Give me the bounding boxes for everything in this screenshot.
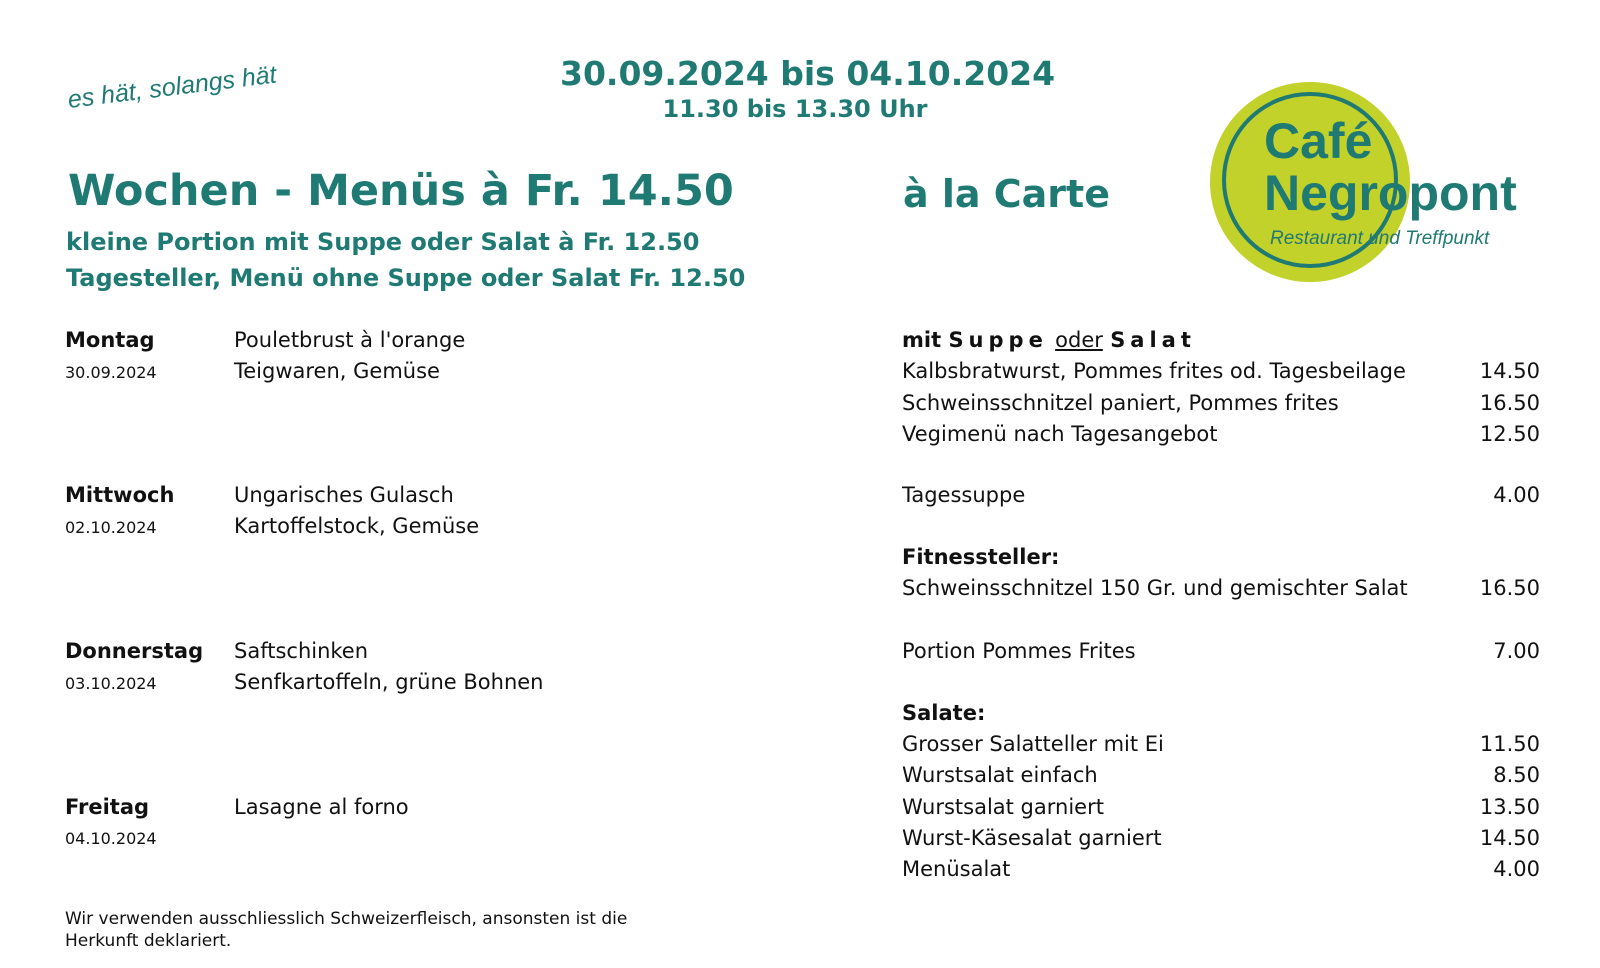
carte-item-name: Schweinsschnitzel paniert, Pommes frites [902, 391, 1339, 415]
fries-name: Portion Pommes Frites [902, 639, 1136, 663]
salad-name: Grosser Salatteller mit Ei [902, 732, 1164, 756]
menu-title: Wochen - Menüs à Fr. 14.50 [68, 166, 734, 216]
plate-note: Tagesteller, Menü ohne Suppe oder Salat Fr. 12.50 [66, 264, 746, 292]
logo-line2: Negropont [1264, 165, 1517, 221]
time-range: 11.30 bis 13.30 Uhr [662, 95, 928, 123]
day-dish: Saftschinken [234, 639, 369, 663]
day-date: 30.09.2024 [65, 363, 157, 382]
footer-note: Wir verwenden ausschliesslich Schweizerfleisch, ansonsten ist die Herkunft deklariert. [65, 909, 628, 951]
soup-name: Tagessuppe [902, 483, 1026, 507]
fitness-name: Schweinsschnitzel 150 Gr. und gemischter Salat [902, 576, 1408, 600]
salad-price: 8.50 [1493, 763, 1540, 787]
day-name: Montag [65, 328, 155, 352]
heading-mit: mit [902, 328, 942, 352]
day-name: Donnerstag [65, 639, 204, 663]
soup-price: 4.00 [1493, 483, 1540, 507]
heading-oder: oder [1055, 328, 1103, 352]
salads-heading: Salate: [902, 701, 986, 725]
logo-tagline: Restaurant und Treffpunkt [1270, 228, 1490, 249]
heading-salat: Salat [1110, 328, 1196, 352]
salad-name: Wurstsalat garniert [902, 795, 1104, 819]
day-name: Mittwoch [65, 483, 175, 507]
fitness-heading: Fitnessteller: [902, 545, 1060, 569]
salad-price: 11.50 [1479, 732, 1540, 756]
day-side: Teigwaren, Gemüse [234, 359, 440, 383]
day-side: Senfkartoffeln, grüne Bohnen [234, 670, 544, 694]
carte-with-heading [902, 328, 1196, 352]
date-block [560, 54, 1056, 123]
day-side: Kartoffelstock, Gemüse [234, 514, 480, 538]
day-dish: Ungarisches Gulasch [234, 483, 454, 507]
fries-price: 7.00 [1493, 639, 1540, 663]
day-name: Freitag [65, 795, 150, 819]
fitness-price: 16.50 [1479, 576, 1540, 600]
slogan: es hät, solangs hät [66, 60, 278, 114]
carte-item-name: Kalbsbratwurst, Pommes frites od. Tagesbeilage [902, 359, 1406, 383]
carte-item-price: 14.50 [1479, 359, 1540, 383]
day-date: 02.10.2024 [65, 518, 157, 537]
salad-price: 14.50 [1479, 826, 1540, 850]
salad-price: 4.00 [1493, 857, 1540, 881]
day-dish: Pouletbrust à l'orange [234, 328, 466, 352]
carte-title: à la Carte [903, 172, 1110, 216]
logo-line1: Café [1264, 113, 1373, 169]
carte-item-price: 12.50 [1479, 422, 1540, 446]
carte-item-price: 16.50 [1479, 391, 1540, 415]
salad-name: Wurstsalat einfach [902, 763, 1098, 787]
day-dish: Lasagne al forno [234, 795, 409, 819]
salad-price: 13.50 [1479, 795, 1540, 819]
day-date: 04.10.2024 [65, 829, 157, 848]
salad-name: Wurst-Käsesalat garniert [902, 826, 1162, 850]
date-range: 30.09.2024 bis 04.10.2024 [560, 54, 1056, 93]
day-date: 03.10.2024 [65, 674, 157, 693]
carte-item-name: Vegimenü nach Tagesangebot [902, 422, 1218, 446]
small-portion-note: kleine Portion mit Suppe oder Salat à Fr. 12.50 [66, 228, 700, 256]
heading-suppe: Suppe [948, 328, 1048, 352]
salad-name: Menüsalat [902, 857, 1011, 881]
